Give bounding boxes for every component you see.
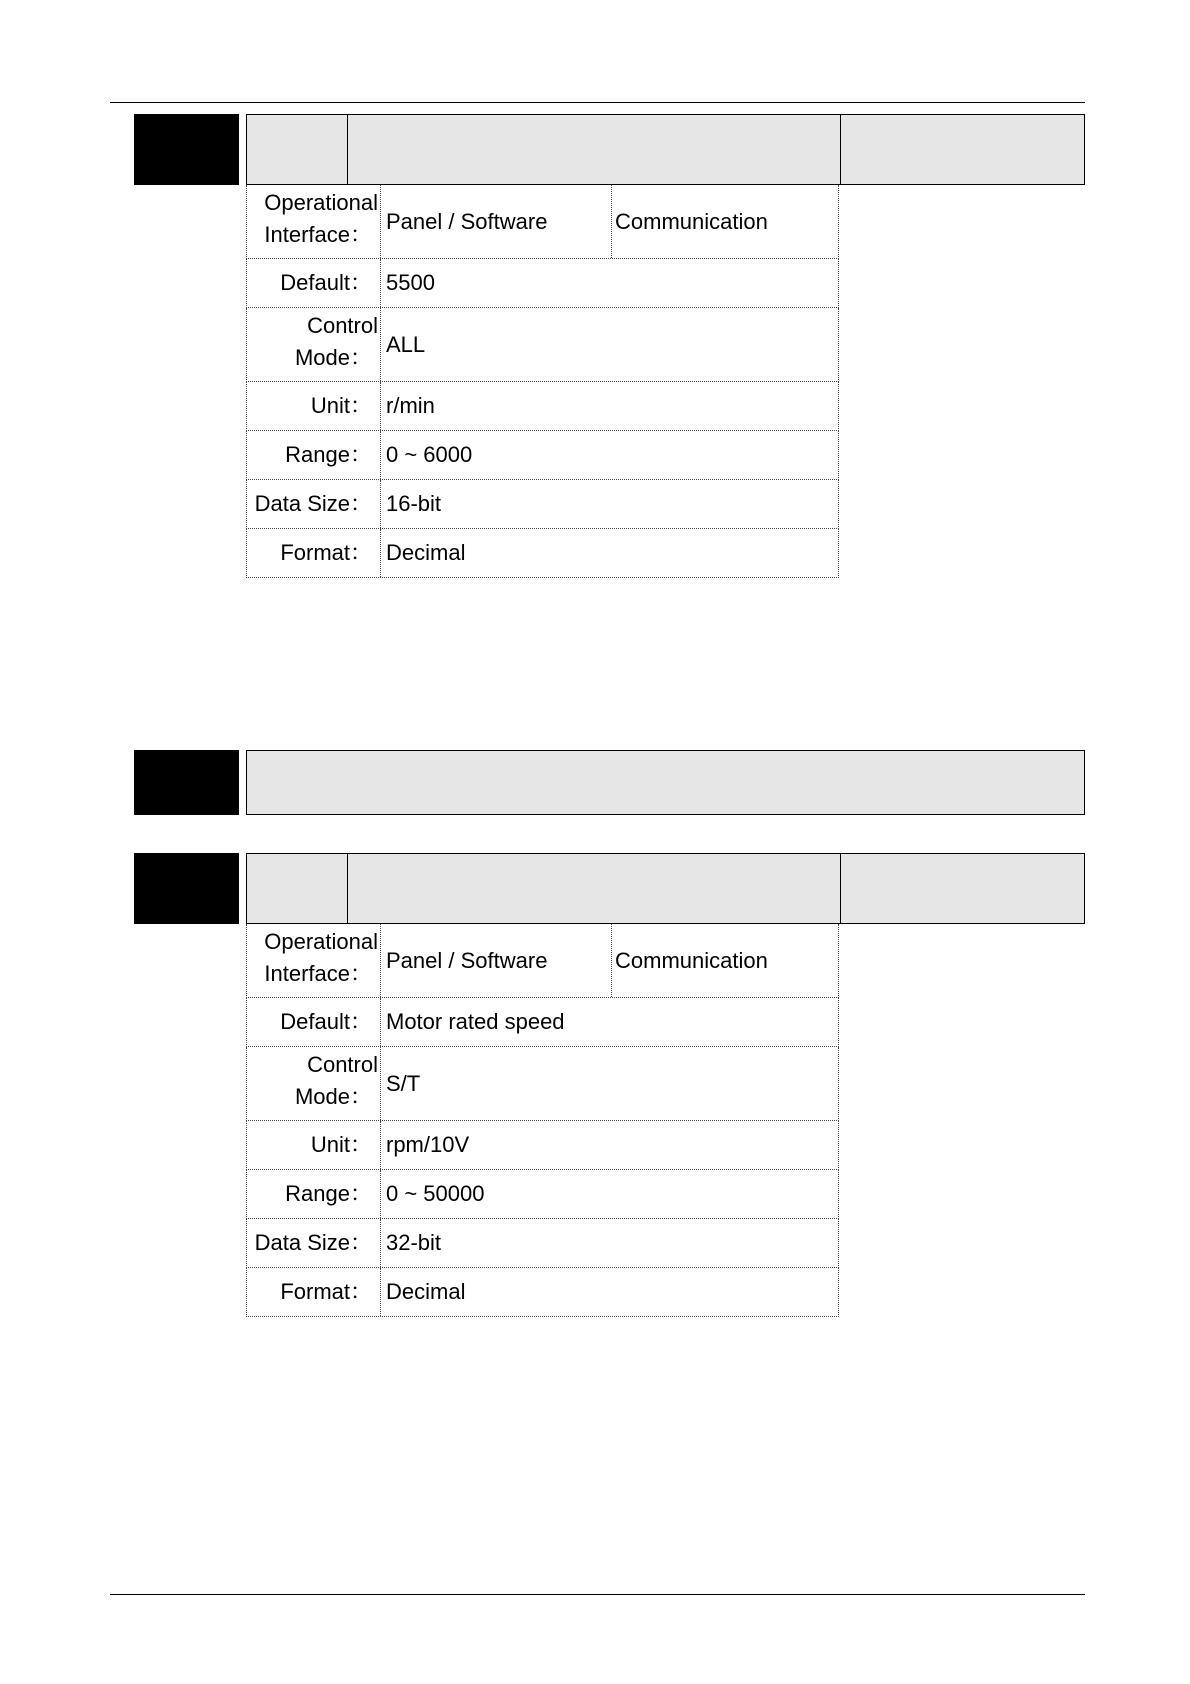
row-label: Control Mode： — [247, 308, 381, 381]
row-value: 16-bit — [386, 491, 442, 516]
row-value: Panel / Software — [386, 947, 548, 973]
section-header-bar — [246, 750, 1085, 815]
row-value: S/T — [386, 1070, 421, 1096]
param-header-bar — [246, 853, 1085, 924]
row-value-secondary: Communication — [615, 208, 768, 234]
row-label: Default： — [247, 998, 381, 1046]
row-label: Operational Interface： — [247, 185, 381, 258]
param-address-divider — [347, 115, 348, 184]
header-rule — [110, 102, 1085, 103]
row-value: 0 ~ 6000 — [386, 442, 473, 467]
row-format — [246, 529, 839, 578]
row-label: Format： — [247, 1268, 381, 1316]
row-value: Motor rated speed — [386, 1009, 565, 1034]
row-value: 5500 — [386, 270, 435, 295]
row-label: Range： — [247, 1170, 381, 1218]
row-data-size — [246, 1219, 839, 1268]
row-label: Unit： — [247, 1121, 381, 1169]
param-name-divider — [840, 115, 841, 184]
row-label: Format： — [247, 529, 381, 577]
row-value: 0 ~ 50000 — [386, 1181, 485, 1206]
param-code-block — [134, 853, 239, 924]
row-value-secondary: Communication — [615, 947, 768, 973]
row-label: Operational Interface： — [247, 924, 381, 997]
row-label: Data Size： — [247, 480, 381, 528]
row-unit — [246, 1121, 839, 1170]
row-value: Decimal — [386, 540, 466, 565]
row-label: Default： — [247, 259, 381, 307]
row-value: rpm/10V — [386, 1132, 470, 1157]
row-operational-interface — [246, 924, 839, 998]
row-label: Range： — [247, 431, 381, 479]
param-address-divider — [347, 854, 348, 923]
row-control-mode — [246, 308, 839, 382]
param-name-divider — [840, 854, 841, 923]
row-label: Unit： — [247, 382, 381, 430]
row-control-mode — [246, 1047, 839, 1121]
row-range — [246, 1170, 839, 1219]
row-data-size — [246, 480, 839, 529]
row-label: Control Mode： — [247, 1047, 381, 1120]
row-value: Panel / Software — [386, 208, 548, 234]
row-label: Data Size： — [247, 1219, 381, 1267]
param-code-block — [134, 114, 239, 185]
row-value: ALL — [386, 331, 426, 357]
row-value: 32-bit — [386, 1230, 442, 1255]
row-range — [246, 431, 839, 480]
footer-rule — [110, 1594, 1085, 1595]
row-default — [246, 259, 839, 308]
section-code-block — [134, 750, 239, 815]
row-format — [246, 1268, 839, 1317]
row-unit — [246, 382, 839, 431]
param-header-bar — [246, 114, 1085, 185]
row-default — [246, 998, 839, 1047]
row-operational-interface — [246, 185, 839, 259]
row-value: Decimal — [386, 1279, 466, 1304]
row-value: r/min — [386, 393, 435, 418]
